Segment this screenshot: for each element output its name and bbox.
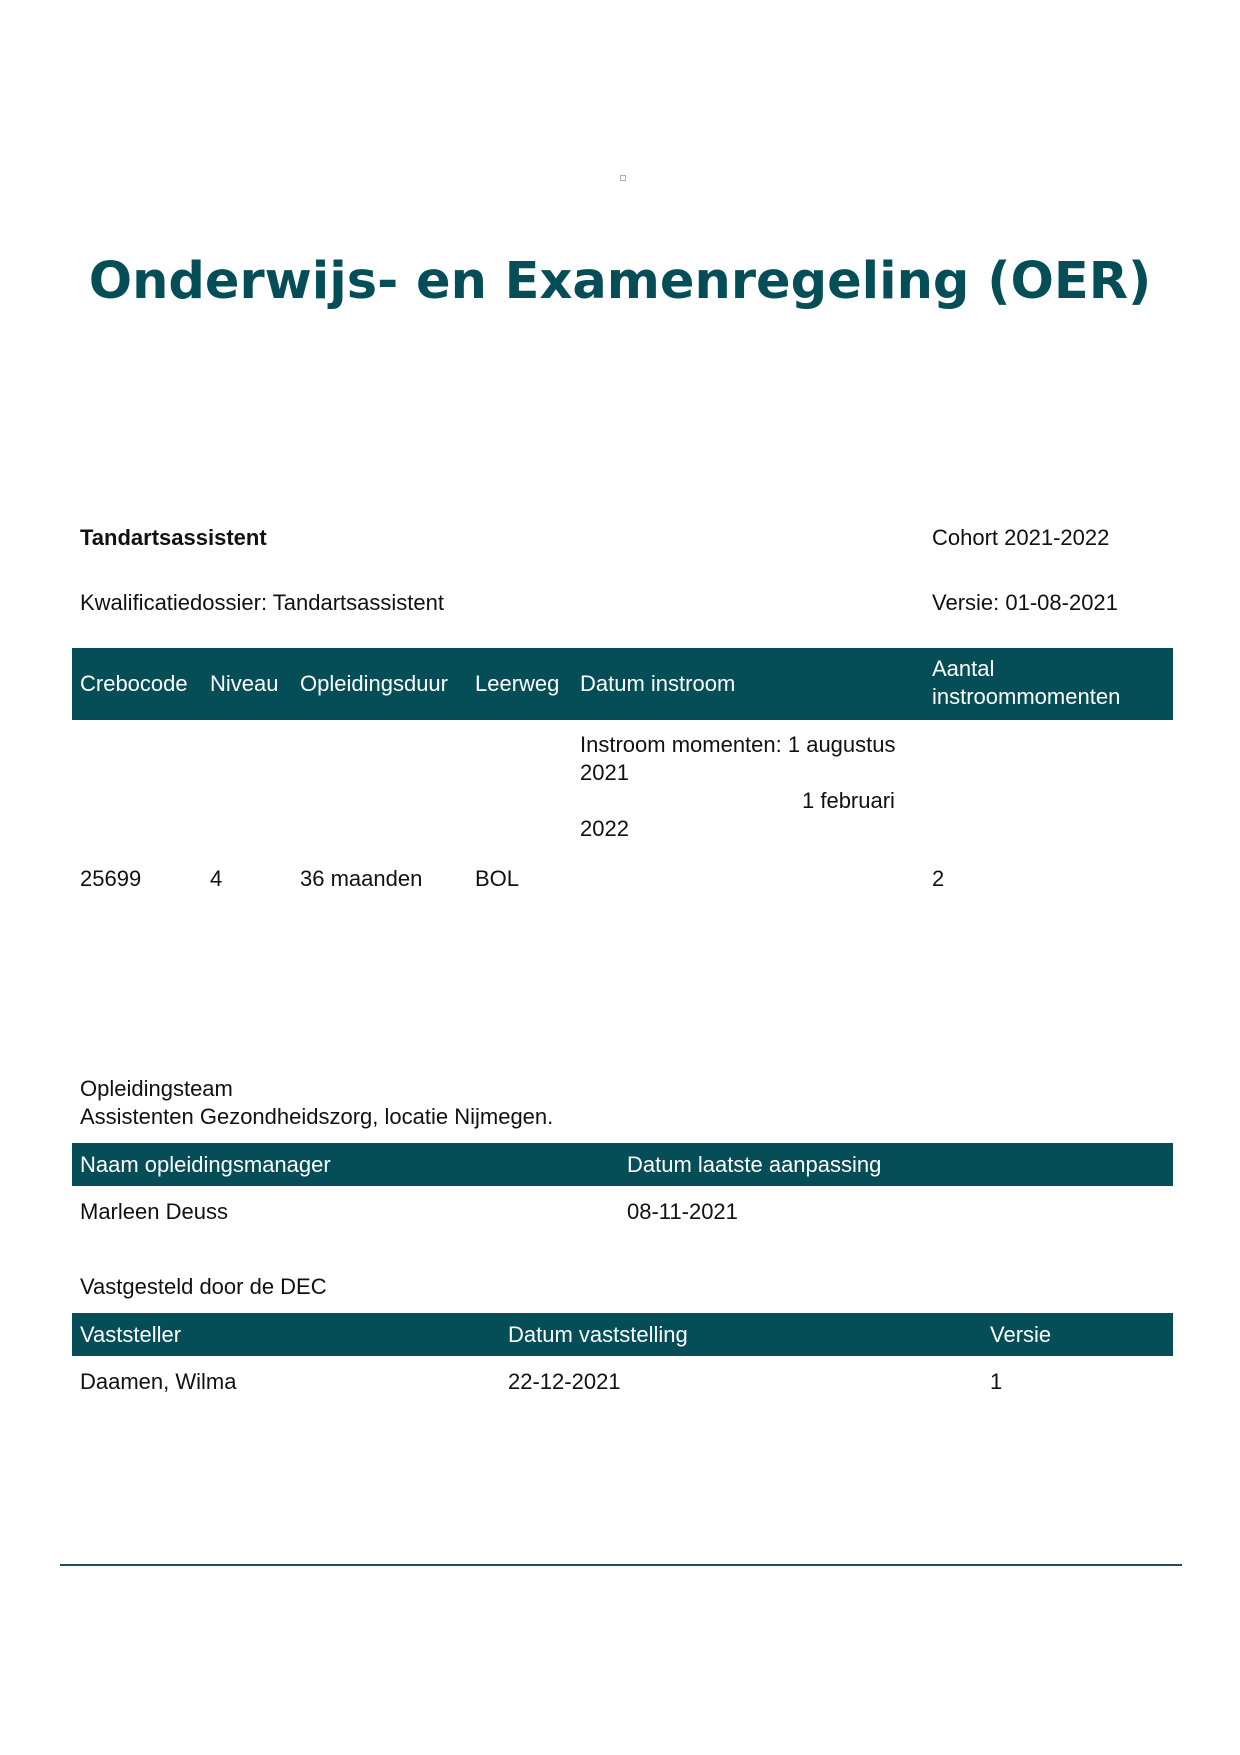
dossier-label: Kwalificatiedossier: Tandartsassistent bbox=[80, 590, 444, 615]
instroom-line-4: 2022 bbox=[580, 816, 629, 841]
dec-label: Vastgesteld door de DEC bbox=[80, 1274, 327, 1299]
header-aantal-line2: instroommomenten bbox=[932, 684, 1121, 709]
manager-name-value: Marleen Deuss bbox=[80, 1199, 228, 1224]
header-leerweg: Leerweg bbox=[475, 671, 560, 696]
header-aantal-line1: Aantal bbox=[932, 656, 995, 681]
header-datum-instroom: Datum instroom bbox=[580, 671, 736, 696]
document-title: Onderwijs- en Examenregeling (OER) bbox=[88, 252, 1152, 311]
header-datum-laatste-aanpassing: Datum laatste aanpassing bbox=[627, 1152, 882, 1177]
instroom-line-3: 1 februari bbox=[802, 788, 895, 813]
vaststeller-value: Daamen, Wilma bbox=[80, 1369, 237, 1394]
header-niveau: Niveau bbox=[210, 671, 279, 696]
datum-vaststelling-value: 22-12-2021 bbox=[508, 1369, 621, 1394]
manager-date-value: 08-11-2021 bbox=[627, 1199, 738, 1224]
versie-value: 1 bbox=[990, 1369, 1003, 1394]
niveau-value: 4 bbox=[210, 866, 223, 891]
cohort-label: Cohort 2021-2022 bbox=[932, 525, 1110, 550]
header-vaststeller: Vaststeller bbox=[80, 1322, 182, 1347]
program-name: Tandartsassistent bbox=[80, 525, 267, 550]
opleidingsduur-value: 36 maanden bbox=[300, 866, 423, 891]
team-name: Assistenten Gezondheidszorg, locatie Nijmegen. bbox=[80, 1104, 554, 1129]
instroom-line-2: 2021 bbox=[580, 760, 629, 785]
header-opleidingsduur: Opleidingsduur bbox=[300, 671, 448, 696]
header-naam-opleidingsmanager: Naam opleidingsmanager bbox=[80, 1152, 331, 1177]
crebocode-value: 25699 bbox=[80, 866, 142, 891]
header-crebocode: Crebocode bbox=[80, 671, 188, 696]
leerweg-value: BOL bbox=[475, 866, 520, 891]
version-label: Versie: 01-08-2021 bbox=[932, 590, 1118, 615]
aantal-value: 2 bbox=[932, 866, 945, 891]
dec-table-header bbox=[72, 1313, 1173, 1356]
image-placeholder-icon bbox=[620, 175, 626, 181]
program-table-header bbox=[72, 648, 1173, 720]
team-label: Opleidingsteam bbox=[80, 1076, 233, 1101]
header-versie: Versie bbox=[990, 1322, 1052, 1347]
footer-divider bbox=[60, 1564, 1182, 1566]
manager-table-header bbox=[72, 1143, 1173, 1186]
header-datum-vaststelling: Datum vaststelling bbox=[508, 1322, 688, 1347]
instroom-line-1: Instroom momenten: 1 augustus bbox=[580, 732, 896, 757]
